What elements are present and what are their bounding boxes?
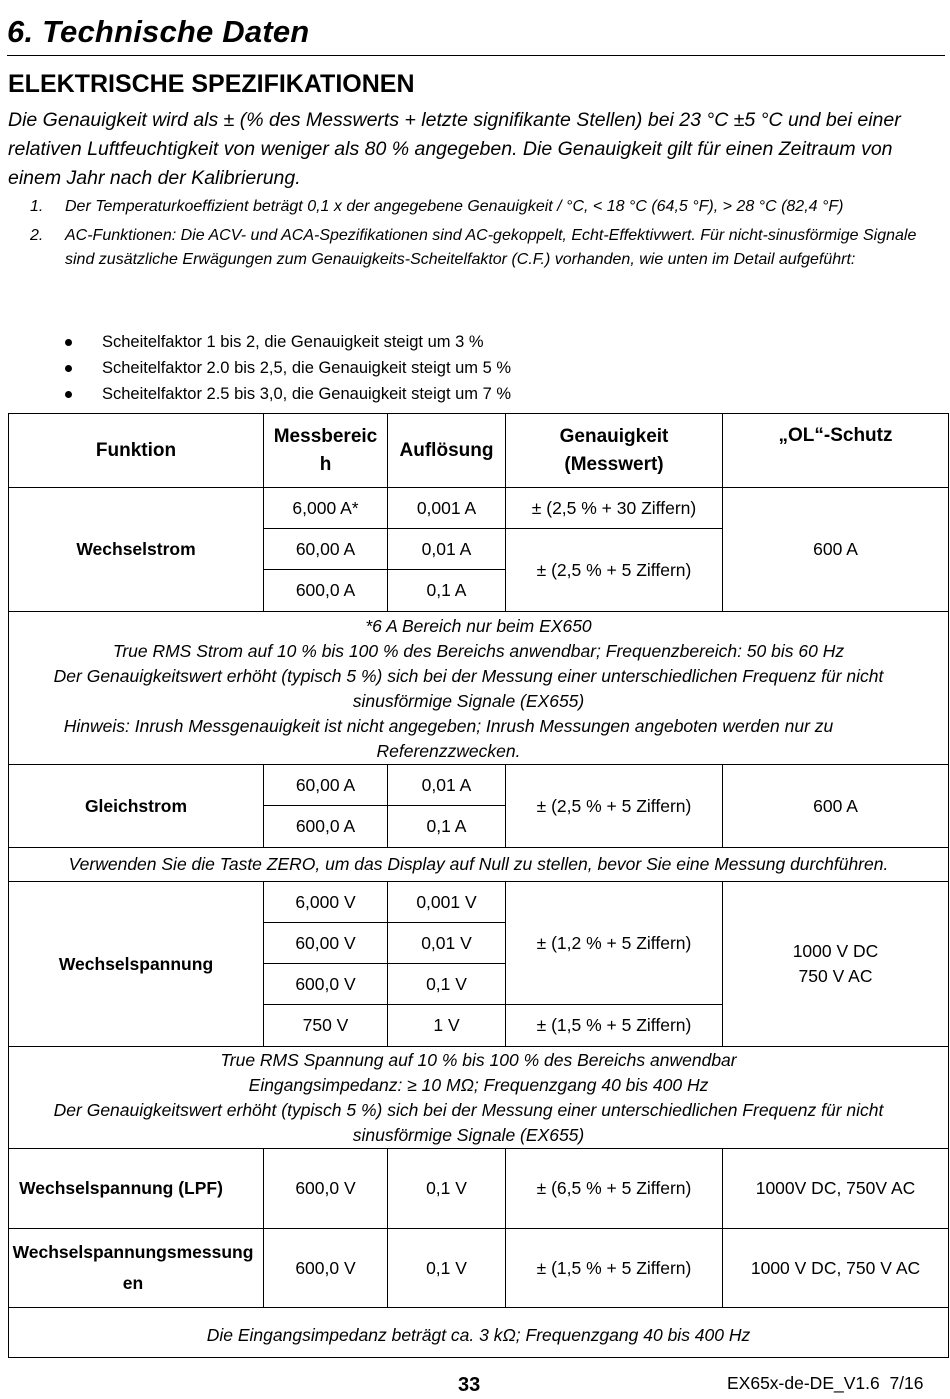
document-id: EX65x-de-DE_V1.6 7/16 — [727, 1373, 924, 1393]
header-funktion: Funktion — [9, 414, 264, 488]
section-title: ELEKTRISCHE SPEZIFIKATIONEN — [8, 70, 415, 98]
bullet-icon — [65, 339, 72, 346]
resolution-cell: 0,1 V — [388, 1229, 506, 1308]
resolution-cell: 0,01 A — [388, 765, 506, 806]
note-line: *6 A Bereich nur beim EX650 — [365, 615, 592, 636]
header-genauigkeit-text: Genauigkeit (Messwert) — [559, 425, 669, 475]
resolution-cell: 0,1 V — [388, 1149, 506, 1229]
chapter-title: 6. Technische Daten — [7, 14, 310, 49]
list-item-text: Scheitelfaktor 1 bis 2, die Genauigkeit steigt um 3 % — [102, 333, 484, 351]
resolution-cell: 0,001 A — [388, 488, 506, 529]
function-wechselspannung: Wechselspannung — [9, 882, 264, 1047]
table-row — [9, 882, 949, 923]
ol-cell: 600 A — [723, 488, 949, 612]
list-item — [62, 381, 511, 407]
page-number: 33 — [458, 1374, 481, 1396]
accuracy-cell: ± (6,5 % + 5 Ziffern) — [506, 1149, 723, 1229]
header-ol-schutz: „OL“-Schutz — [723, 414, 949, 488]
note-row — [9, 1308, 949, 1358]
note-text: AC-Funktionen: Die ACV- und ACA-Spezifikationen sind AC-gekoppelt, Echt-Effektivwert. Für nicht-sinusförmige Signale sind zusätzliche Erwägungen zum Genauigkeits-Scheitelfaktor (C.F.) vorhanden, wie unten im Detail aufgeführt: — [65, 226, 917, 268]
note-2 — [30, 224, 942, 273]
table-row — [9, 488, 949, 529]
header-messbereich-text: Messbereich — [273, 425, 378, 475]
accuracy-cell: ± (1,5 % + 5 Ziffern) — [506, 1005, 723, 1047]
range-cell: 600,0 V — [264, 1149, 388, 1229]
chapter-rule — [7, 55, 945, 56]
ol-line: 750 V AC — [798, 966, 873, 986]
note-row — [9, 1047, 949, 1149]
bullet-icon — [65, 391, 72, 398]
header-genauigkeit — [506, 414, 723, 488]
accuracy-cell: ± (1,2 % + 5 Ziffern) — [506, 882, 723, 1005]
ol-cell: 600 A — [723, 765, 949, 848]
spec-table — [8, 413, 949, 1358]
ol-cell: 1000 V DC, 750 V AC — [723, 1229, 949, 1308]
resolution-cell: 0,1 V — [388, 964, 506, 1005]
wsm-note: Die Eingangsimpedanz beträgt ca. 3 kΩ; Frequenzgang 40 bis 400 Hz — [9, 1308, 949, 1358]
note-number: 2. — [30, 226, 44, 244]
list-item — [62, 329, 511, 355]
wechselstrom-notes — [9, 612, 949, 765]
function-wechselstrom: Wechselstrom — [9, 488, 264, 612]
table-header-row — [9, 414, 949, 488]
accuracy-cell: ± (2,5 % + 5 Ziffern) — [506, 529, 723, 612]
list-item — [62, 355, 511, 381]
notes-list — [30, 195, 942, 277]
list-item-text: Scheitelfaktor 2.5 bis 3,0, die Genauigkeit steigt um 7 % — [102, 385, 512, 403]
note-line: True RMS Spannung auf 10 % bis 100 % des Bereichs anwendbar — [220, 1050, 737, 1070]
table-row — [9, 765, 949, 806]
wechselspannung-notes — [9, 1047, 949, 1149]
table-row — [9, 1149, 949, 1229]
note-line: Der Genauigkeitswert erhöht (typisch 5 %) sich bei der Messung einer unterschiedlichen Frequenz für nicht sinusförmige Signale (EX655) — [53, 665, 884, 711]
intro-paragraph: Die Genauigkeit wird als ± (% des Messwerts + letzte signifikante Stellen) bei 23 °C ±5 °C und bei einer relativen Luftfeuchtigkeit von weniger als 80 % angegeben. Die Genauigkeit gilt für einen Zeitraum von einem Jahr nach der Kalibrierung. — [8, 109, 901, 189]
crest-factor-list — [62, 329, 511, 407]
range-cell: 60,00 A — [264, 765, 388, 806]
range-cell: 60,00 A — [264, 529, 388, 570]
range-cell: 750 V — [264, 1005, 388, 1047]
function-lpf-text: Wechselspannung (LPF) — [19, 1178, 223, 1198]
table-row — [9, 1229, 949, 1308]
note-row — [9, 848, 949, 882]
range-cell: 600,0 A — [264, 806, 388, 848]
resolution-cell: 0,1 A — [388, 806, 506, 848]
range-cell: 600,0 V — [264, 1229, 388, 1308]
header-aufloesung: Auflösung — [388, 414, 506, 488]
function-wsm-text: Wechselspannungsmessungen — [12, 1242, 254, 1293]
accuracy-cell: ± (2,5 % + 5 Ziffern) — [506, 765, 723, 848]
gleichstrom-note: Verwenden Sie die Taste ZERO, um das Display auf Null zu stellen, bevor Sie eine Messung durchführen. — [9, 848, 949, 882]
resolution-cell: 1 V — [388, 1005, 506, 1047]
range-cell: 600,0 V — [264, 964, 388, 1005]
note-1 — [30, 195, 942, 220]
range-cell: 600,0 A — [264, 570, 388, 612]
note-line: True RMS Strom auf 10 % bis 100 % des Bereichs anwendbar; Frequenzbereich: 50 bis 60 Hz — [112, 640, 845, 661]
header-messbereich — [264, 414, 388, 488]
resolution-cell: 0,001 V — [388, 882, 506, 923]
note-line: Eingangsimpedanz: ≥ 10 MΩ; Frequenzgang 40 bis 400 Hz — [248, 1075, 709, 1095]
accuracy-cell: ± (2,5 % + 30 Ziffern) — [506, 488, 723, 529]
bullet-icon — [65, 365, 72, 372]
function-wsm — [9, 1229, 264, 1308]
range-cell: 60,00 V — [264, 923, 388, 964]
function-lpf — [9, 1149, 264, 1229]
range-cell: 6,000 V — [264, 882, 388, 923]
note-number: 1. — [30, 198, 44, 215]
note-line: Hinweis: Inrush Messgenauigkeit ist nicht angegeben; Inrush Messungen angeboten werden nur zu Referenzzwecken. — [63, 715, 834, 761]
resolution-cell: 0,1 A — [388, 570, 506, 612]
note-row — [9, 612, 949, 765]
accuracy-cell: ± (1,5 % + 5 Ziffern) — [506, 1229, 723, 1308]
ol-cell: 1000V DC, 750V AC — [723, 1149, 949, 1229]
resolution-cell: 0,01 V — [388, 923, 506, 964]
range-cell: 6,000 A* — [264, 488, 388, 529]
resolution-cell: 0,01 A — [388, 529, 506, 570]
ol-line: 1000 V DC — [792, 941, 879, 961]
note-text: Der Temperaturkoeffizient beträgt 0,1 x der angegebene Genauigkeit / °C, < 18 °C (64,5 °F), > 28 °C (82,4 °F) — [65, 198, 844, 215]
list-item-text: Scheitelfaktor 2.0 bis 2,5, die Genauigkeit steigt um 5 % — [102, 359, 512, 377]
note-line: Der Genauigkeitswert erhöht (typisch 5 %) sich bei der Messung einer unterschiedlichen Frequenz für nicht sinusförmige Signale (EX655) — [53, 1100, 884, 1145]
function-gleichstrom: Gleichstrom — [9, 765, 264, 848]
ol-cell — [723, 882, 949, 1047]
